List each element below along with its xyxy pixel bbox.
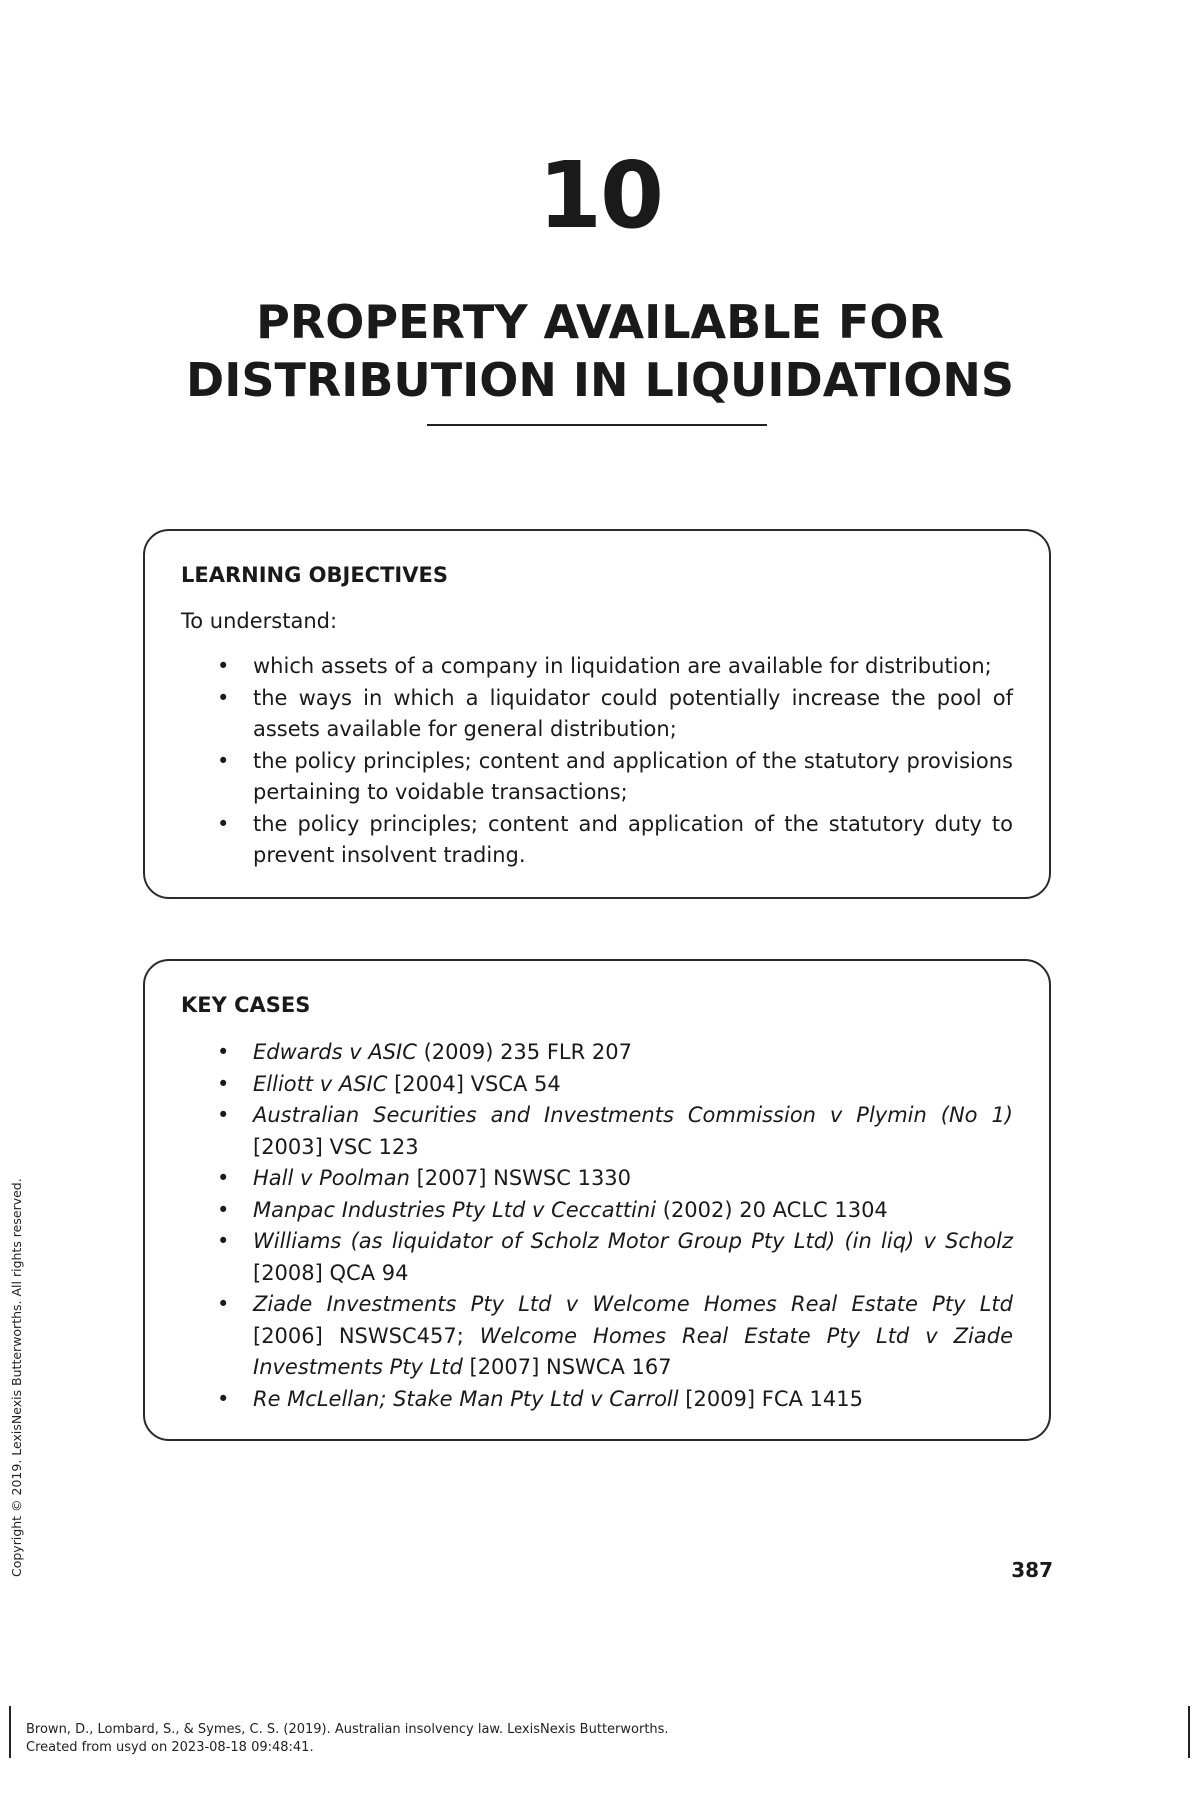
case-citation: [2006] NSWSC457; (253, 1323, 480, 1348)
footer-reference-line: Brown, D., Lombard, S., & Symes, C. S. (2019). Australian insolvency law. LexisNexis Butterworths. (26, 1722, 669, 1737)
case-name: Manpac Industries Pty Ltd v Ceccattini (253, 1197, 657, 1222)
list-item (181, 1069, 1013, 1101)
case-name: Ziade Investments Pty Ltd v Welcome Homes Real Estate Pty Ltd (253, 1292, 1013, 1316)
bullet-icon: • (217, 1040, 230, 1064)
chapter-title-line-2: DISTRIBUTION IN LIQUIDATIONS (186, 353, 1014, 407)
footer-citation (26, 1721, 669, 1757)
bullet-icon: • (217, 685, 230, 710)
chapter-title-line-1: PROPERTY AVAILABLE FOR (256, 295, 944, 349)
title-divider (427, 424, 767, 426)
list-item (181, 683, 1013, 746)
bullet-icon: • (217, 654, 230, 678)
case-citation: [2003] VSC 123 (253, 1134, 419, 1159)
key-cases-list (181, 1037, 1013, 1415)
bullet-icon: • (217, 1166, 230, 1190)
objective-text: the policy principles; content and application of the statutory duty to prevent insolvent trading. (253, 811, 1013, 867)
case-name: Hall v Poolman (253, 1166, 410, 1190)
case-citation: [2008] QCA 94 (253, 1260, 409, 1285)
case-citation: [2007] NSWCA 167 (462, 1355, 672, 1379)
list-item (181, 809, 1013, 872)
learning-objectives-list (181, 651, 1013, 872)
bullet-icon: • (217, 1292, 230, 1316)
list-item (181, 651, 1013, 683)
case-name: Edwards v ASIC (253, 1040, 417, 1064)
side-copyright-notice: Copyright © 2019. LexisNexis Butterworths. All rights reserved. (9, 1178, 24, 1577)
bullet-icon: • (217, 748, 230, 773)
list-item (181, 746, 1013, 809)
objective-text: which assets of a company in liquidation are available for distribution; (253, 654, 992, 678)
case-citation: [2009] FCA 1415 (678, 1386, 863, 1411)
list-item (181, 1037, 1013, 1069)
list-item (181, 1163, 1013, 1195)
page-number: 387 (1011, 1558, 1053, 1582)
learning-objectives-intro: To understand: (181, 609, 338, 633)
chapter-title (0, 293, 1200, 409)
key-cases-box (143, 959, 1051, 1441)
case-name: Australian Securities and Investments Commission v Plymin (No 1) (253, 1103, 1013, 1127)
case-citation: [2007] NSWSC 1330 (409, 1166, 632, 1190)
key-cases-heading: KEY CASES (181, 993, 311, 1017)
list-item (181, 1384, 1013, 1416)
list-item (181, 1100, 1013, 1163)
bullet-icon: • (217, 1386, 230, 1411)
case-citation: (2009) 235 FLR 207 (416, 1040, 632, 1064)
case-name: Williams (as liquidator of Scholz Motor Group Pty Ltd) (in liq) v Scholz (253, 1229, 1013, 1253)
objective-text: the policy principles; content and application of the statutory provisions pertaining to voidable transactions; (253, 748, 1013, 804)
case-name: Elliott v ASIC (253, 1071, 388, 1096)
chapter-number: 10 (537, 142, 663, 249)
list-item (181, 1226, 1013, 1289)
footer-right-rule (1188, 1706, 1190, 1758)
bullet-icon: • (217, 1071, 230, 1096)
learning-objectives-box (143, 529, 1051, 899)
bullet-icon: • (217, 1197, 230, 1222)
bullet-icon: • (217, 1103, 230, 1127)
learning-objectives-heading: LEARNING OBJECTIVES (181, 563, 448, 587)
case-name: Re McLellan; Stake Man Pty Ltd v Carroll (253, 1386, 679, 1411)
case-citation: (2002) 20 ACLC 1304 (656, 1197, 888, 1222)
bullet-icon: • (217, 811, 230, 836)
footer-created-line: Created from usyd on 2023-08-18 09:48:41. (26, 1740, 314, 1755)
list-item (181, 1289, 1013, 1384)
objective-text: the ways in which a liquidator could potentially increase the pool of assets available for general distribution; (253, 685, 1013, 741)
list-item (181, 1195, 1013, 1227)
footer-left-rule (9, 1706, 11, 1758)
case-name: Welcome Homes Real Estate Pty Ltd v Ziade Investments Pty Ltd (253, 1323, 1014, 1379)
case-citation: [2004] VSCA 54 (387, 1071, 561, 1096)
bullet-icon: • (217, 1229, 230, 1253)
